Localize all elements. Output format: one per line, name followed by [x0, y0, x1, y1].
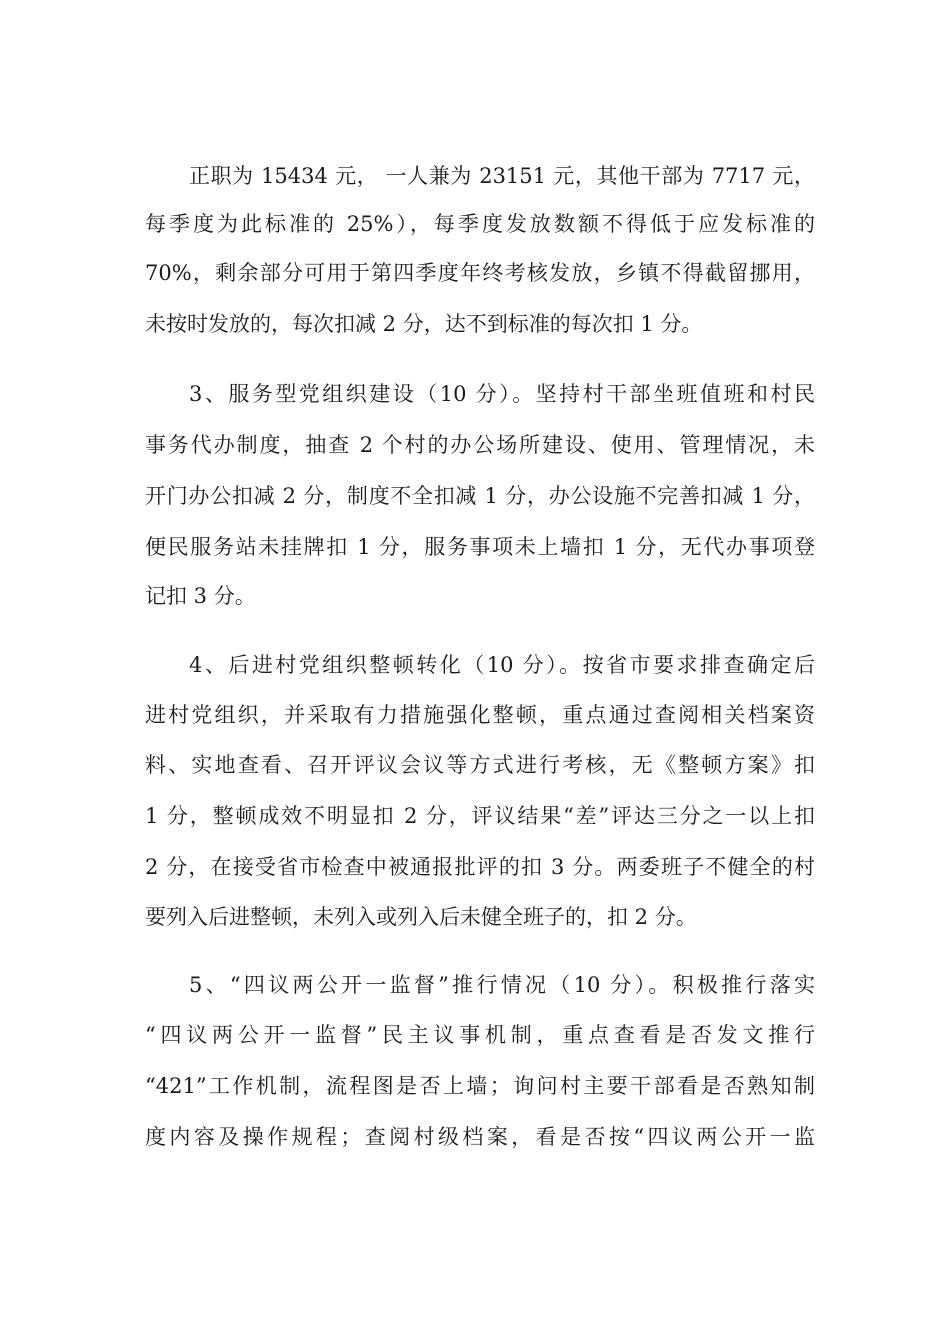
- text-line: 要列入后进整顿，未列入或列入后未健全班子的，扣 2 分。: [145, 905, 697, 929]
- text-line: 5、“四议两公开一监督”推行情况（10 分）。积极推行落实: [189, 973, 815, 997]
- text-line: 进村党组织，并采取有力措施强化整顿，重点通过查阅相关档案资: [145, 703, 815, 727]
- text-line: 4、后进村党组织整顿转化（10 分）。按省市要求排查确定后: [189, 653, 815, 677]
- text-line: 度内容及操作规程；查阅村级档案，看是否按“四议两公开一监: [145, 1125, 815, 1149]
- text-line: 每季度为此标准的 25%），每季度发放数额不得低于应发标准的: [145, 212, 815, 236]
- text-line: 未按时发放的，每次扣减 2 分，达不到标准的每次扣 1 分。: [145, 312, 703, 336]
- text-line: 便民服务站未挂牌扣 1 分，服务事项未上墙扣 1 分，无代办事项登: [145, 535, 815, 559]
- text-line: 70%，剩余部分可用于第四季度年终考核发放，乡镇不得截留挪用，: [145, 261, 815, 285]
- text-line: “421”工作机制，流程图是否上墙；询问村主要干部看是否熟知制: [145, 1074, 815, 1098]
- text-line: 1 分，整顿成效不明显扣 2 分，评议结果“差”评达三分之一以上扣: [145, 804, 815, 828]
- text-line: 料、实地查看、召开评议会议等方式进行考核，无《整顿方案》扣: [145, 753, 815, 777]
- text-line: 3、服务型党组织建设（10 分）。坚持村干部坐班值班和村民: [189, 382, 815, 406]
- text-line: 事务代办制度，抽查 2 个村的办公场所建设、使用、管理情况，未: [145, 433, 815, 457]
- text-line: “四议两公开一监督”民主议事机制，重点查看是否发文推行: [145, 1023, 815, 1047]
- text-line: 开门办公扣减 2 分，制度不全扣减 1 分，办公设施不完善扣减 1 分，: [145, 484, 815, 508]
- text-line: 记扣 3 分。: [145, 584, 256, 608]
- text-line: 正职为 15434 元， 一人兼为 23151 元，其他干部为 7717 元，: [189, 164, 815, 188]
- text-line: 2 分，在接受省市检查中被通报批评的扣 3 分。两委班子不健全的村: [145, 855, 815, 879]
